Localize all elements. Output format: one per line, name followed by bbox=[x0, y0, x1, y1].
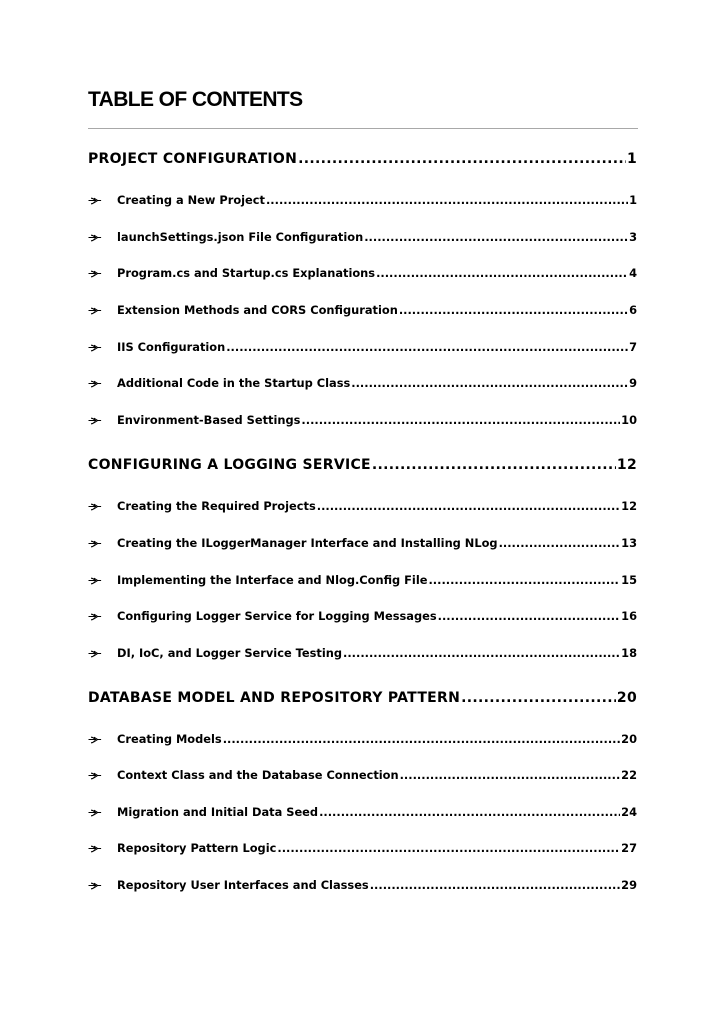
dot-leader bbox=[277, 841, 620, 855]
dot-leader bbox=[223, 732, 620, 746]
entry-label: Extension Methods and CORS Configuration bbox=[117, 303, 398, 317]
page-number: 18 bbox=[621, 646, 637, 660]
page-title: TABLE OF CONTENTS bbox=[88, 88, 303, 111]
entry-label: launchSettings.json File Configuration bbox=[117, 230, 364, 244]
page-number: 3 bbox=[629, 230, 637, 244]
dot-leader bbox=[266, 193, 628, 207]
toc-entry[interactable] bbox=[117, 646, 637, 660]
entry-label: IIS Configuration bbox=[117, 340, 226, 354]
hand-pointer-icon bbox=[88, 503, 102, 511]
dot-leader bbox=[428, 573, 620, 587]
entry-label: Creating a New Project bbox=[117, 193, 265, 207]
dot-leader bbox=[343, 646, 620, 660]
entry-label: Implementing the Interface and Nlog.Config File bbox=[117, 573, 428, 587]
dot-leader bbox=[376, 266, 628, 280]
hand-pointer-icon bbox=[88, 197, 102, 205]
hand-pointer-icon bbox=[88, 772, 102, 780]
page-number: 24 bbox=[621, 805, 637, 819]
page-number: 7 bbox=[629, 340, 637, 354]
hand-pointer-icon bbox=[88, 540, 102, 548]
entry-label: Environment-Based Settings bbox=[117, 413, 301, 427]
page-number: 6 bbox=[629, 303, 637, 317]
toc-entry[interactable] bbox=[117, 609, 637, 623]
entry-label: Creating the Required Projects bbox=[117, 499, 316, 513]
dot-leader bbox=[499, 536, 621, 550]
page-number: 16 bbox=[621, 609, 637, 623]
page-number: 12 bbox=[621, 499, 637, 513]
entry-label: Configuring Logger Service for Logging Messages bbox=[117, 609, 437, 623]
page-number: 20 bbox=[621, 732, 637, 746]
toc-entry[interactable] bbox=[117, 340, 637, 354]
page-number: 12 bbox=[616, 457, 637, 473]
toc-entry[interactable] bbox=[117, 841, 637, 855]
hand-pointer-icon bbox=[88, 234, 102, 242]
hand-pointer-icon bbox=[88, 613, 102, 621]
dot-leader bbox=[319, 805, 620, 819]
dot-leader bbox=[298, 151, 626, 167]
section-title: CONFIGURING A LOGGING SERVICE bbox=[88, 457, 371, 473]
toc-entry[interactable] bbox=[117, 413, 637, 427]
dot-leader bbox=[364, 230, 628, 244]
page-number: 1 bbox=[629, 193, 637, 207]
toc-entry[interactable] bbox=[117, 768, 637, 782]
entry-label: Additional Code in the Startup Class bbox=[117, 376, 351, 390]
toc-entry[interactable] bbox=[117, 878, 637, 892]
entry-label: Migration and Initial Data Seed bbox=[117, 805, 319, 819]
page-number: 22 bbox=[621, 768, 637, 782]
title-divider bbox=[88, 128, 638, 129]
hand-pointer-icon bbox=[88, 736, 102, 744]
entry-label: DI, IoC, and Logger Service Testing bbox=[117, 646, 343, 660]
entry-label: Repository User Interfaces and Classes bbox=[117, 878, 369, 892]
hand-pointer-icon bbox=[88, 577, 102, 585]
page-number: 20 bbox=[616, 690, 637, 706]
entry-label: Repository Pattern Logic bbox=[117, 841, 277, 855]
dot-leader bbox=[370, 878, 620, 892]
hand-pointer-icon bbox=[88, 270, 102, 278]
dot-leader bbox=[226, 340, 628, 354]
toc-entry[interactable] bbox=[117, 230, 637, 244]
toc-section-configuring-logging-service[interactable] bbox=[88, 457, 637, 473]
hand-pointer-icon bbox=[88, 380, 102, 388]
toc-entry[interactable] bbox=[117, 499, 637, 513]
section-title: PROJECT CONFIGURATION bbox=[88, 151, 298, 167]
hand-pointer-icon bbox=[88, 809, 102, 817]
toc-entry[interactable] bbox=[117, 266, 637, 280]
page-number: 1 bbox=[626, 151, 637, 167]
dot-leader bbox=[301, 413, 620, 427]
dot-leader bbox=[399, 303, 628, 317]
hand-pointer-icon bbox=[88, 845, 102, 853]
toc-entry[interactable] bbox=[117, 732, 637, 746]
hand-pointer-icon bbox=[88, 417, 102, 425]
toc-entry[interactable] bbox=[117, 573, 637, 587]
toc-entry[interactable] bbox=[117, 536, 637, 550]
section-title: DATABASE MODEL AND REPOSITORY PATTERN bbox=[88, 690, 461, 706]
hand-pointer-icon bbox=[88, 882, 102, 890]
dot-leader bbox=[438, 609, 621, 623]
dot-leader bbox=[400, 768, 621, 782]
dot-leader bbox=[372, 457, 616, 473]
page-number: 9 bbox=[629, 376, 637, 390]
hand-pointer-icon bbox=[88, 344, 102, 352]
entry-label: Creating the ILoggerManager Interface and Installing NLog bbox=[117, 536, 498, 550]
entry-label: Program.cs and Startup.cs Explanations bbox=[117, 266, 376, 280]
entry-label: Creating Models bbox=[117, 732, 222, 746]
dot-leader bbox=[351, 376, 628, 390]
toc-section-database-model[interactable] bbox=[88, 690, 637, 706]
toc-entry[interactable] bbox=[117, 303, 637, 317]
page-number: 10 bbox=[621, 413, 637, 427]
toc-entry[interactable] bbox=[117, 193, 637, 207]
page-number: 4 bbox=[629, 266, 637, 280]
hand-pointer-icon bbox=[88, 650, 102, 658]
hand-pointer-icon bbox=[88, 307, 102, 315]
page-number: 27 bbox=[621, 841, 637, 855]
page-number: 13 bbox=[621, 536, 637, 550]
entry-label: Context Class and the Database Connection bbox=[117, 768, 399, 782]
toc-entry[interactable] bbox=[117, 376, 637, 390]
page-number: 15 bbox=[621, 573, 637, 587]
page-number: 29 bbox=[621, 878, 637, 892]
dot-leader bbox=[461, 690, 616, 706]
toc-section-project-configuration[interactable] bbox=[88, 151, 637, 167]
dot-leader bbox=[317, 499, 620, 513]
toc-entry[interactable] bbox=[117, 805, 637, 819]
